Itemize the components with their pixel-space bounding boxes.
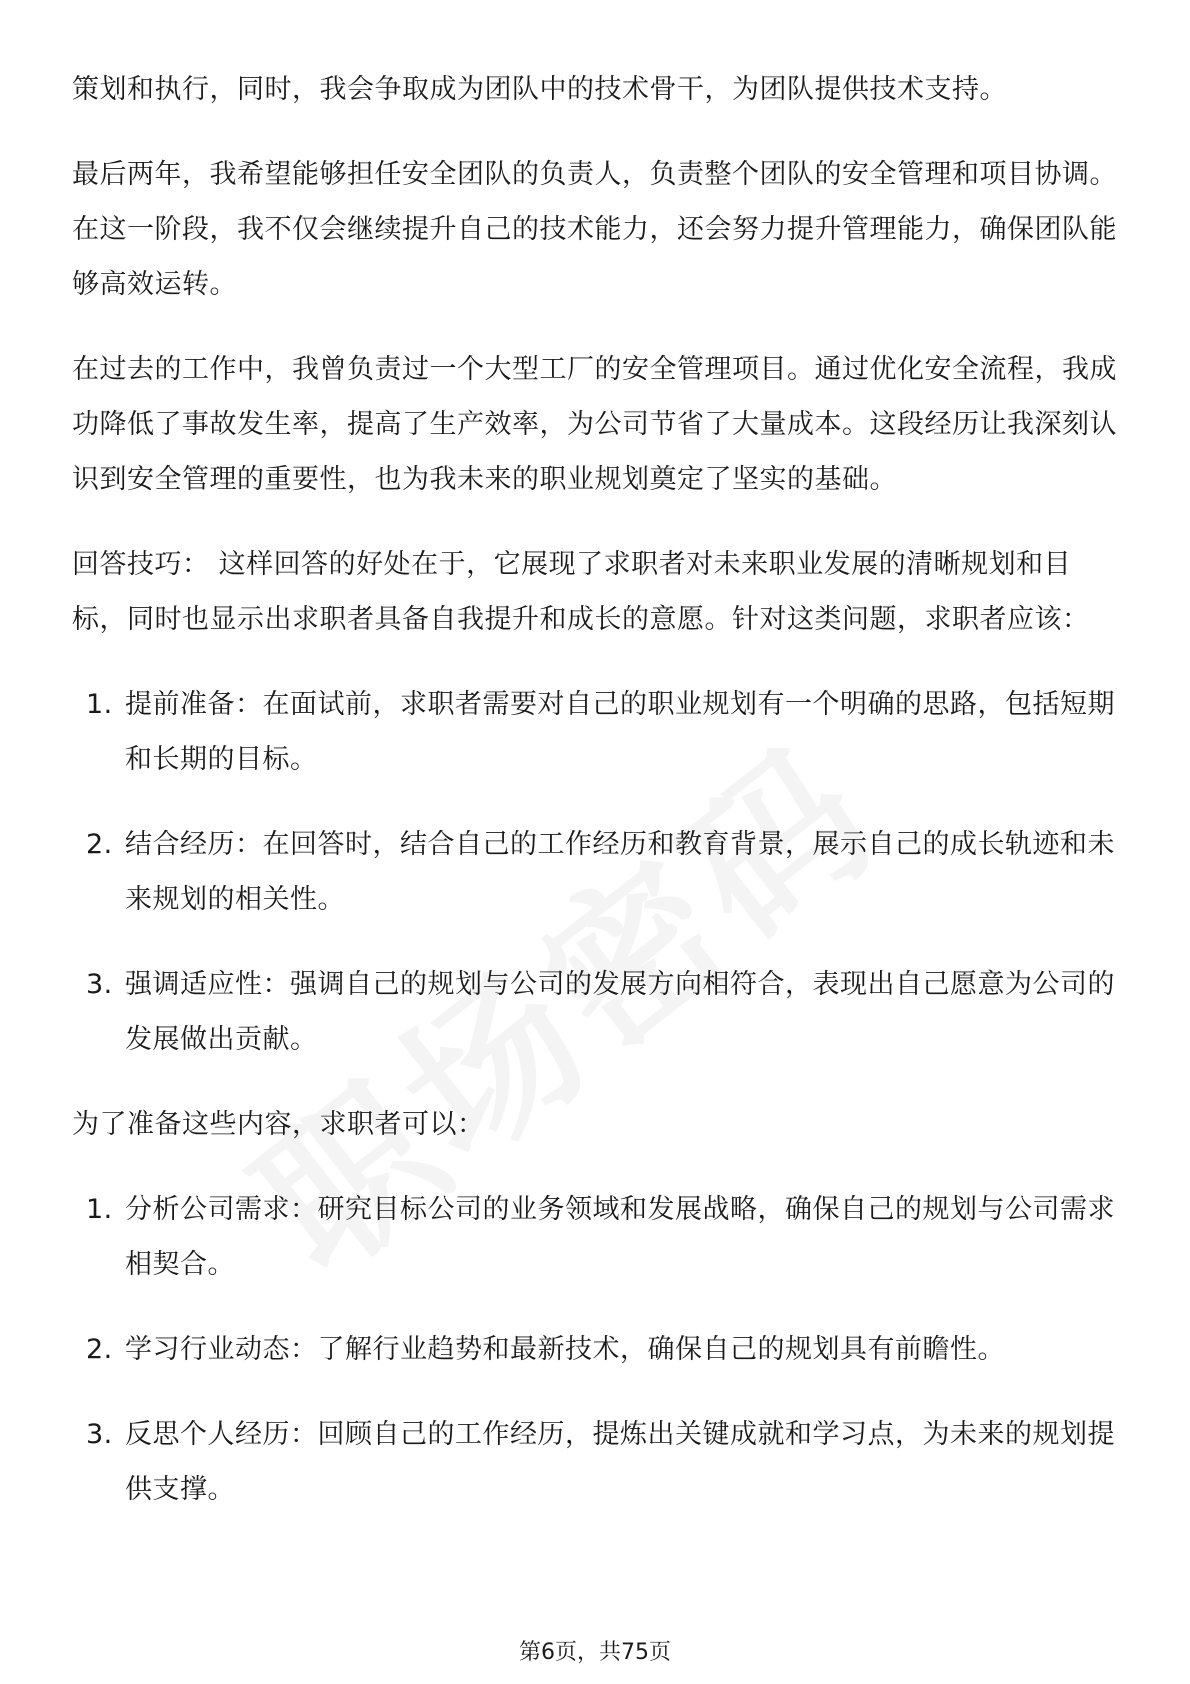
list-number: 3.: [86, 1419, 113, 1450]
list-number: 1.: [86, 1194, 113, 1225]
paragraph-3: 在过去的工作中，我曾负责过一个大型工厂的安全管理项目。通过优化安全流程，我成功降低了事故发生率，提高了生产效率，为公司节省了大量成本。这段经历让我深刻认识到安全管理的重要性，也为我未来的职业规划奠定了坚实的基础。: [72, 354, 1117, 495]
list-number: 3.: [86, 969, 113, 1000]
list-item-text: 结合经历：在回答时，结合自己的工作经历和教育背景，展示自己的成长轨迹和未来规划的相关性。: [125, 829, 1115, 915]
list-item: [72, 1182, 1120, 1292]
paragraph-2: 最后两年，我希望能够担任安全团队的负责人，负责整个团队的安全管理和项目协调。在这一阶段，我不仅会继续提升自己的技术能力，还会努力提升管理能力，确保团队能够高效运转。: [72, 159, 1117, 300]
list-item: [72, 677, 1120, 787]
list-item: [72, 1407, 1120, 1517]
paragraph-1: 策划和执行，同时，我会争取成为团队中的技术骨干，为团队提供技术支持。: [72, 74, 1007, 105]
list-item-text: 强调适应性：强调自己的规划与公司的发展方向相符合，表现出自己愿意为公司的发展做出贡献。: [125, 969, 1115, 1055]
list-number: 2.: [86, 1334, 113, 1365]
page-number-footer: 第6页，共75页: [519, 1640, 671, 1665]
list-item: [72, 817, 1120, 927]
list-item: [72, 957, 1120, 1067]
list-item-text: 提前准备：在面试前，求职者需要对自己的职业规划有一个明确的思路，包括短期和长期的目标。: [125, 689, 1115, 775]
list-item-text: 学习行业动态：了解行业趋势和最新技术，确保自己的规划具有前瞻性。: [125, 1334, 1005, 1365]
list-number: 1.: [86, 689, 113, 720]
paragraph-tips: 回答技巧： 这样回答的好处在于，它展现了求职者对未来职业发展的清晰规划和目标，同时也显示出求职者具备自我提升和成长的意愿。针对这类问题，求职者应该：: [72, 549, 1090, 635]
paragraph-prepare: 为了准备这些内容，求职者可以：: [72, 1109, 485, 1140]
list-number: 2.: [86, 829, 113, 860]
list-item-text: 反思个人经历：回顾自己的工作经历，提炼出关键成就和学习点，为未来的规划提供支撑。: [125, 1419, 1115, 1505]
page-content: [72, 62, 1120, 1547]
list-item: [72, 1322, 1120, 1377]
list-item-text: 分析公司需求：研究目标公司的业务领域和发展战略，确保自己的规划与公司需求相契合。: [125, 1194, 1115, 1280]
prepare-list: [72, 1182, 1120, 1517]
tips-list: [72, 677, 1120, 1067]
